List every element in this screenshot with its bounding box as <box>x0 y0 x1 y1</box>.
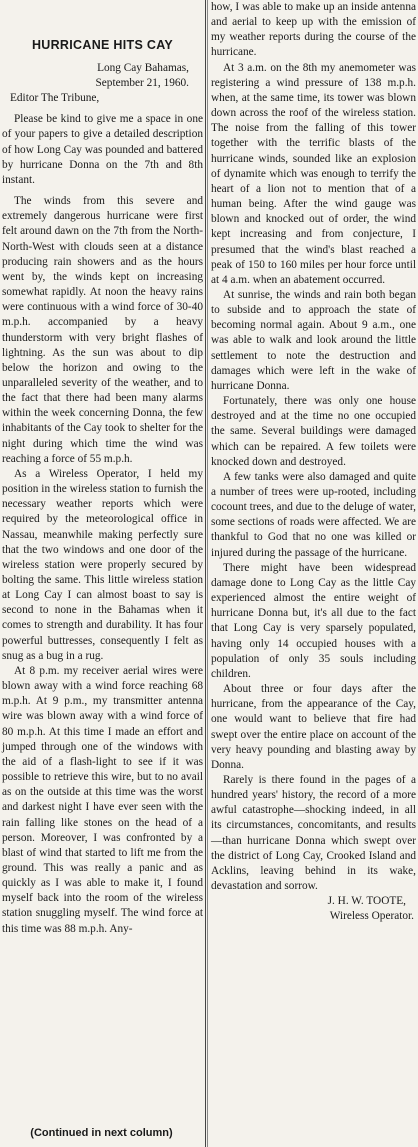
paragraph-damage: There might have been widespread damage done to Long Cay as the little Cay experienced almost the entire weight of hurricane Donna but, it's all due to the fact that Long Cay is very sparsely populated, having only 14 occupied houses with a population of only 35 souls including children. <box>211 561 416 680</box>
signature-title: Wireless Operator. <box>329 910 414 923</box>
paragraph-winds: The winds from this severe and extremely dangerous hurricane were first felt around dawn on the 7th from the North-North-West with clouds seen at a distance producing rain showers and as the hours went by, the winds kept on increasing somewhat rapidly. At noon the heavy rains were continuous with a wind force of 30-40 m.p.h. accompanied by a heavy thunderstorm with very bright flashes of lightning. As the sun was about to dip below the horizon and owing to the unparalleled severity of the weather, and to the fact that there had been many alarms within the week concerning Donna, the few inhabitants of the Cay took to shelter for the night during which time the wind was reaching a force of 55 m.p.h. <box>2 195 203 465</box>
continued-note: (Continued in next column) <box>30 1126 173 1139</box>
addressee: Editor The Tribune, <box>10 92 100 105</box>
dateline-date: September 21, 1960. <box>95 77 189 90</box>
dateline-place: Long Cay Bahamas, <box>97 62 189 75</box>
paragraph-intro: Please be kind to give me a space in one of your papers to give a detailed description of how Long Cay was pounded and battered by hurricane Donna on the 7th and 8th instant. <box>2 113 203 186</box>
paragraph-aerial: At 8 p.m. my receiver aerial wires were blown away with a wind force reaching 68 m.p.h. At 9 p.m., my transmitter antenna wire was blown away with a wind force of 80 m.p.h. At this time I made an effort and jumped through one of the windows with the aid of a flash-light to see if it was possible to retrieve this wire, but to no avail as on the outside at this time was the worst and darkest night I have ever seen with the rain falling like stones on the head of a person. Moreover, I was confronted by a blast of wind that started to lift me from the ground. This was really a panic and as quickly as I was able to make it, I found myself back into the room of the wireless station snuggling myself. The wind force at this time was 88 m.p.h. Any- <box>2 664 203 935</box>
paragraph-fortunately: Fortunately, there was only one house destroyed and at the time no one occupied the same. Several buildings were damaged which can be repaired. A few toilets were knocked down and destroyed. <box>211 395 416 468</box>
paragraph-anemometer: At 3 a.m. on the 8th my anemometer was registering a wind pressure of 138 m.p.h. when, at the same time, its tower was blown down across the roof of the wireless station. The noise from the falling of this tower together with the terrific blasts of the hurricane winds, sounded like an explosion of dynamite which was enough to terrify the heart of a lion not to mention that of a human being. After the wind gauge was blown and knocked out of order, the wind kept increasing and from conjecture, I presumed that the wind's blast reached a peak of 150 to 160 miles per hour force until at 4 a.m. when an abatement occurred. <box>211 61 416 286</box>
paragraph-aftermath: About three or four days after the hurricane, from the appearance of the Cay, one would want to believe that fire had swept over the entire place on account of the very heavy pounding and blasting away by Donna. <box>211 683 416 771</box>
paragraph-sunrise: At sunrise, the winds and rain both began to subside and to approach the state of becoming normal again. About 9 a.m., one was able to walk and look around the little settlement to note the destruction and damages which were left in the wake of hurricane Donna. <box>211 288 416 392</box>
paragraph-operator: As a Wireless Operator, I held my position in the wireless station to furnish the necessary weather reports which were required by the meteorological office in Nassau, meanwhile making perfectly sure that the two windows and one door of the wireless station were properly secured by bolting the same. This little wireless station at Long Cay I can almost boast to say is second to none in the Bahamas when it comes to strength and durability. It has four powerful buttresses, consequently I felt as snug as a bug in a rug. <box>2 467 203 662</box>
column-divider <box>205 0 206 1147</box>
right-column <box>208 0 418 1147</box>
paragraph-continuation: how, I was able to make up an inside antenna and aerial to keep up with the emission of my weather reports during the course of the hurricane. <box>211 1 416 59</box>
paragraph-tanks: A few tanks were also damaged and quite a number of trees were up-rooted, including cocount trees, and due to the deluge of water, some sections of roads were affected. We are thankful to God that no one was killed or injured during the passage of the hurricane. <box>211 470 416 559</box>
signature-name: J. H. W. TOOTE, <box>327 895 406 908</box>
left-column <box>0 0 203 1147</box>
paragraph-rarely: Rarely is there found in the pages of a hundred years' history, the record of a more awful catastrophe—shocking indeed, in all its circumstances, concomitants, and results—than hurricane Donna which swept over the district of Long Cay, Crooked Island and Acklins, leaving behind in its wake, devastation and sorrow. <box>211 773 416 893</box>
headline: HURRICANE HITS CAY <box>31 38 174 52</box>
